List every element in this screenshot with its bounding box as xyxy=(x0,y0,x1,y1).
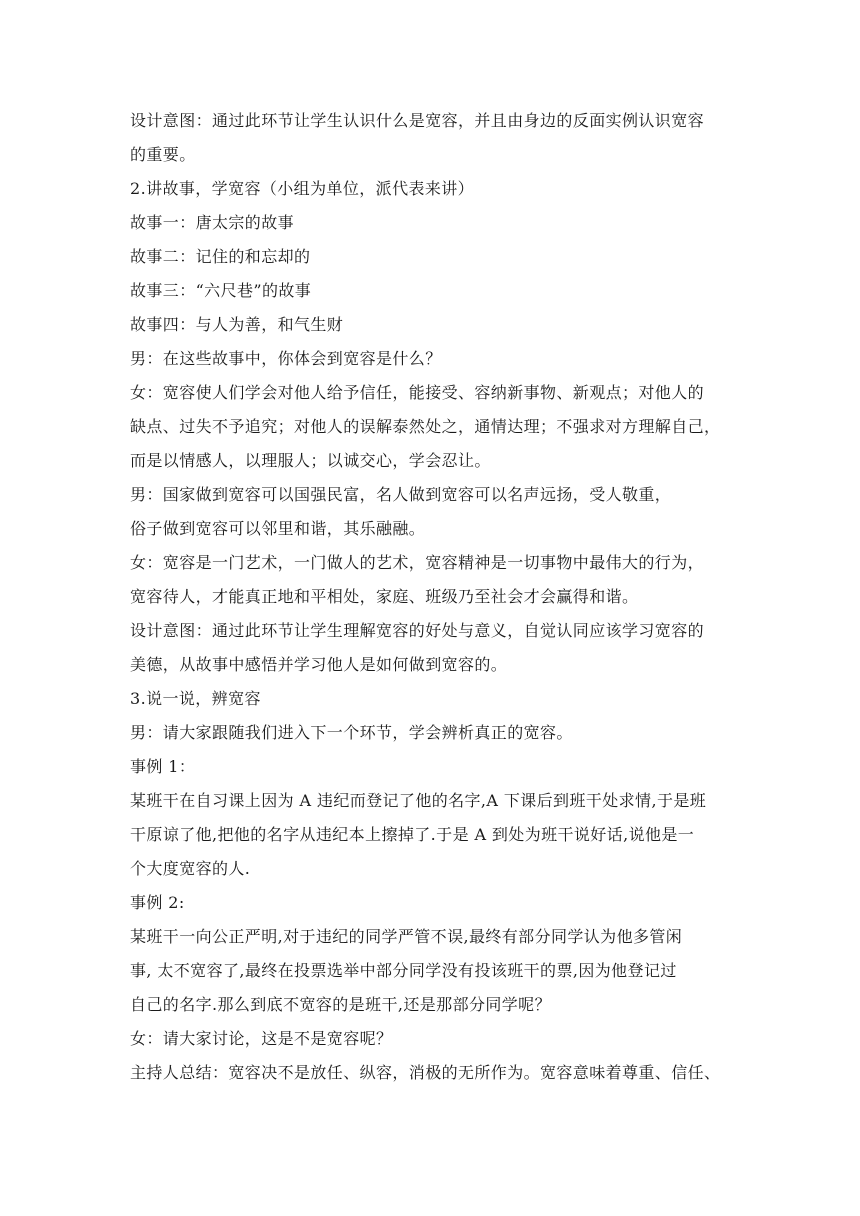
text-line: 某班干一向公正严明,对于违纪的同学严管不误,最终有部分同学认为他多管闲 xyxy=(130,927,683,946)
text-line: 干原谅了他,把他的名字从违纪本上擦掉了.于是 A 到处为班干说好话,说他是一 xyxy=(130,825,695,844)
text-line: 宽容待人，才能真正地和平相处，家庭、班级乃至社会才会赢得和谐。 xyxy=(130,587,639,606)
text-line: 事, 太不宽容了,最终在投票选举中部分同学没有投该班干的票,因为他登记过 xyxy=(130,961,677,980)
text-line: 个大度宽容的人. xyxy=(130,859,251,878)
dialogue-line: 女：请大家讨论，这是不是宽容呢？ xyxy=(130,1029,393,1048)
text-line: 俗子做到宽容可以邻里和谐，其乐融融。 xyxy=(130,519,426,538)
text-line: 设计意图：通过此环节让学生理解宽容的好处与意义，自觉认同应该学习宽容的 xyxy=(130,621,705,640)
story-item: 故事一：唐太宗的故事 xyxy=(130,213,295,232)
story-item: 故事二：记住的和忘却的 xyxy=(130,247,311,266)
text-line: 美德，从故事中感悟并学习他人是如何做到宽容的。 xyxy=(130,655,508,674)
section-heading: 2.讲故事，学宽容（小组为单位，派代表来讲） xyxy=(130,179,475,198)
text-line: 设计意图：通过此环节让学生认识什么是宽容，并且由身边的反面实例认识宽容 xyxy=(130,111,705,130)
dialogue-line: 女：宽容使人们学会对他人给予信任，能接受、容纳新事物、新观点；对他人的 xyxy=(130,383,705,402)
text-line: 某班干在自习课上因为 A 违纪而登记了他的名字,A 下课后到班干处求情,于是班 xyxy=(130,791,707,810)
example-heading: 事例 2: xyxy=(130,893,185,912)
summary-line: 主持人总结：宽容决不是放任、纵容，消极的无所作为。宽容意味着尊重、信任、 xyxy=(130,1063,721,1082)
text-line: 缺点、过失不予追究；对他人的误解泰然处之，通情达理；不强求对方理解自己， xyxy=(130,417,721,436)
story-item: 故事四：与人为善，和气生财 xyxy=(130,315,344,334)
dialogue-line: 女：宽容是一门艺术，一门做人的艺术，宽容精神是一切事物中最伟大的行为， xyxy=(130,553,705,572)
document-body xyxy=(130,104,736,1090)
text-line: 自己的名字.那么到底不宽容的是班干,还是那部分同学呢？ xyxy=(130,995,551,1014)
dialogue-line: 男：国家做到宽容可以国强民富，名人做到宽容可以名声远扬，受人敬重， xyxy=(130,485,672,504)
example-heading: 事例 1： xyxy=(130,757,196,776)
text-line: 而是以情感人，以理服人；以诚交心，学会忍让。 xyxy=(130,451,491,470)
dialogue-line: 男：在这些故事中，你体会到宽容是什么？ xyxy=(130,349,442,368)
section-heading: 3.说一说，辨宽容 xyxy=(130,689,261,708)
dialogue-line: 男：请大家跟随我们进入下一个环节，学会辨析真正的宽容。 xyxy=(130,723,573,742)
story-item: 故事三：“六尺巷”的故事 xyxy=(130,281,312,300)
text-line: 的重要。 xyxy=(130,145,196,164)
